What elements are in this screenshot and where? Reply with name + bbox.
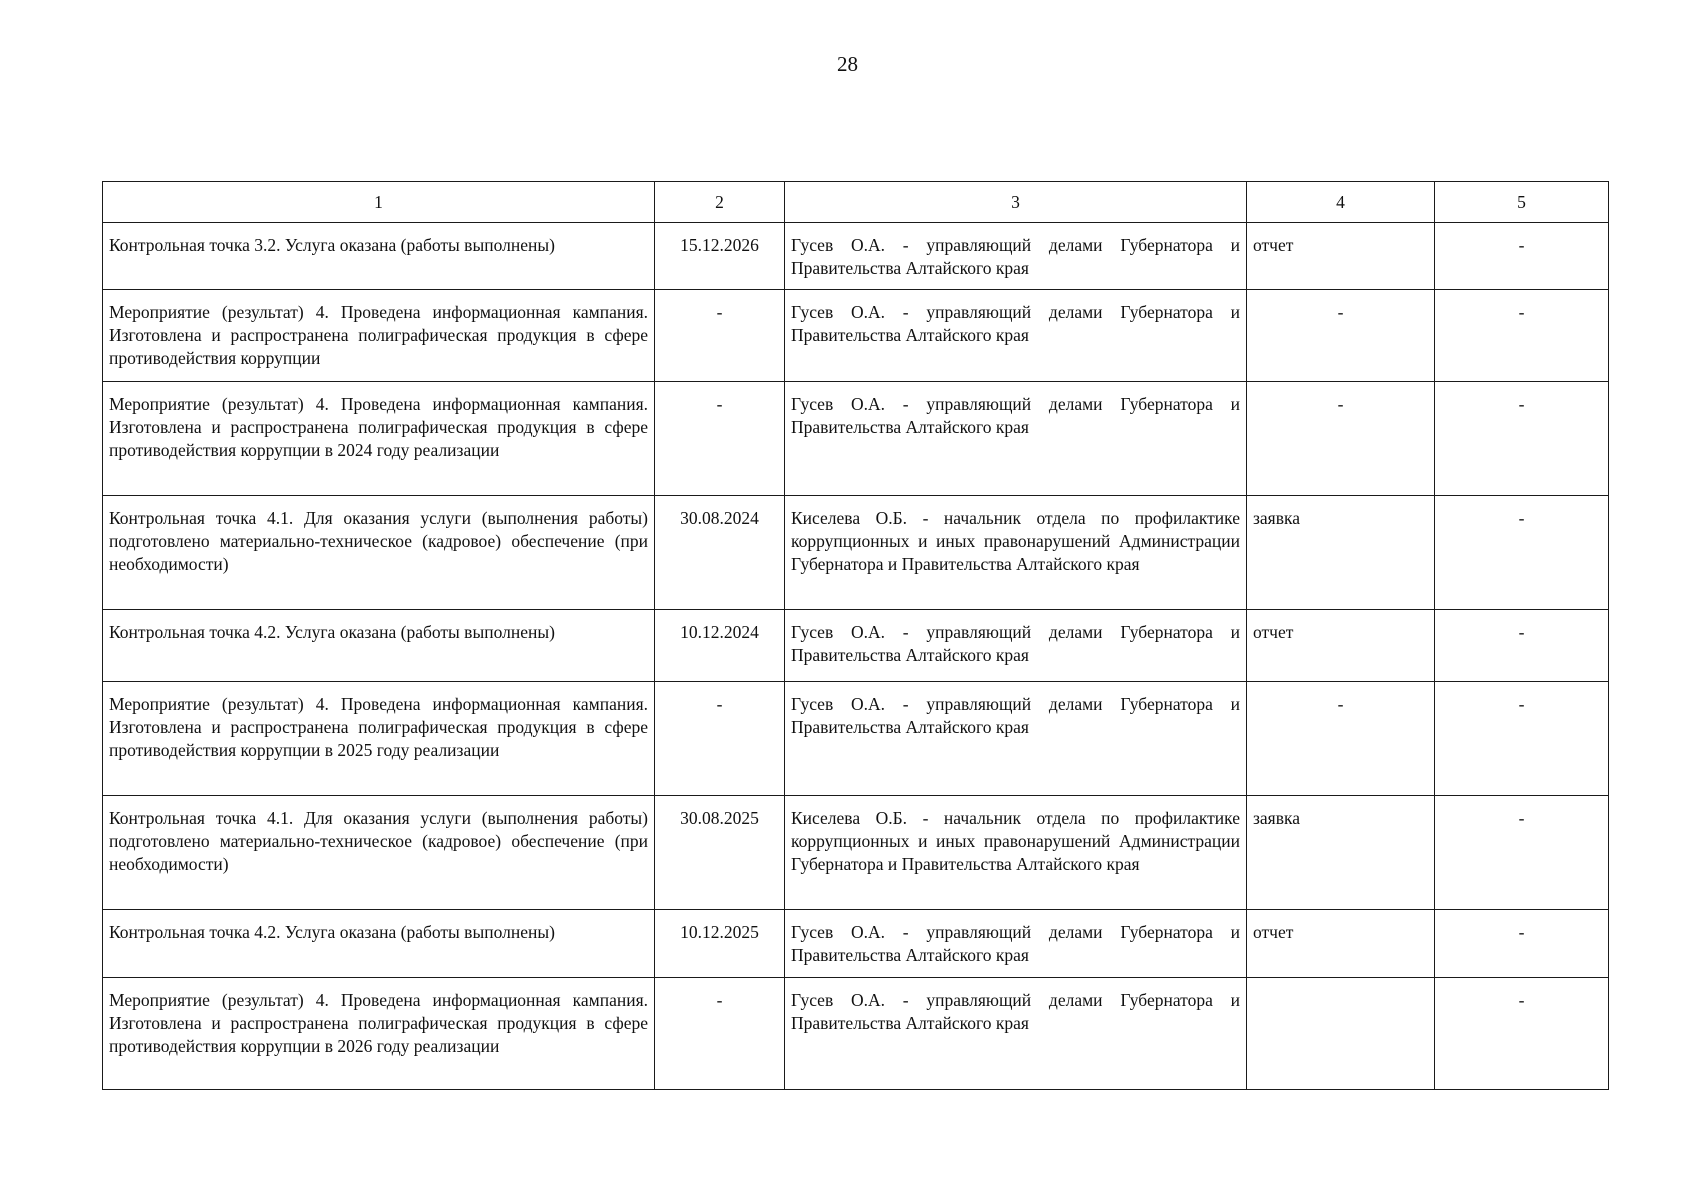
table-row [103, 978, 1609, 1090]
cell-document: отчет [1247, 223, 1435, 290]
cell-col5: - [1435, 978, 1609, 1090]
cell-event-name: Контрольная точка 4.2. Услуга оказана (работы выполнены) [103, 610, 655, 682]
cell-col5: - [1435, 610, 1609, 682]
page-number: 28 [837, 52, 858, 76]
header-col-3: 3 [785, 182, 1247, 223]
cell-event-name: Контрольная точка 4.1. Для оказания услуги (выполнения работы) подготовлено материально-техническое (кадровое) обеспечение (при необходимости) [103, 496, 655, 610]
cell-document: - [1247, 290, 1435, 382]
table-row [103, 223, 1609, 290]
table-header-row [103, 182, 1609, 223]
header-col-2: 2 [655, 182, 785, 223]
header-col-1: 1 [103, 182, 655, 223]
cell-col5: - [1435, 223, 1609, 290]
table-row [103, 682, 1609, 796]
table-row [103, 290, 1609, 382]
table-row [103, 796, 1609, 910]
cell-col5: - [1435, 290, 1609, 382]
cell-responsible: Гусев О.А. - управляющий делами Губернатора и Правительства Алтайского края [785, 382, 1247, 496]
header-col-5: 5 [1435, 182, 1609, 223]
table-row [103, 382, 1609, 496]
cell-responsible: Гусев О.А. - управляющий делами Губернатора и Правительства Алтайского края [785, 290, 1247, 382]
cell-event-name: Мероприятие (результат) 4. Проведена информационная кампания. Изготовлена и распространена полиграфическая продукция в сфере противодействия коррупции [103, 290, 655, 382]
plan-table [102, 181, 1609, 1090]
cell-event-name: Контрольная точка 4.1. Для оказания услуги (выполнения работы) подготовлено материально-техническое (кадровое) обеспечение (при необходимости) [103, 796, 655, 910]
cell-col5: - [1435, 682, 1609, 796]
cell-event-name: Мероприятие (результат) 4. Проведена информационная кампания. Изготовлена и распространена полиграфическая продукция в сфере противодействия коррупции в 2024 году реализации [103, 382, 655, 496]
cell-responsible: Гусев О.А. - управляющий делами Губернатора и Правительства Алтайского края [785, 978, 1247, 1090]
cell-event-name: Мероприятие (результат) 4. Проведена информационная кампания. Изготовлена и распространена полиграфическая продукция в сфере противодействия коррупции в 2025 году реализации [103, 682, 655, 796]
cell-document: заявка [1247, 796, 1435, 910]
cell-responsible: Киселева О.Б. - начальник отдела по профилактике коррупционных и иных правонарушений Администрации Губернатора и Правительства Алтайского края [785, 496, 1247, 610]
cell-responsible: Гусев О.А. - управляющий делами Губернатора и Правительства Алтайского края [785, 682, 1247, 796]
cell-date: - [655, 382, 785, 496]
table-row [103, 910, 1609, 978]
table-row [103, 496, 1609, 610]
cell-document [1247, 978, 1435, 1090]
cell-col5: - [1435, 382, 1609, 496]
cell-date: 30.08.2024 [655, 496, 785, 610]
cell-responsible: Гусев О.А. - управляющий делами Губернатора и Правительства Алтайского края [785, 910, 1247, 978]
cell-date: 15.12.2026 [655, 223, 785, 290]
cell-event-name: Мероприятие (результат) 4. Проведена информационная кампания. Изготовлена и распространена полиграфическая продукция в сфере противодействия коррупции в 2026 году реализации [103, 978, 655, 1090]
cell-responsible: Киселева О.Б. - начальник отдела по профилактике коррупционных и иных правонарушений Администрации Губернатора и Правительства Алтайского края [785, 796, 1247, 910]
cell-document: - [1247, 682, 1435, 796]
cell-event-name: Контрольная точка 4.2. Услуга оказана (работы выполнены) [103, 910, 655, 978]
cell-event-name: Контрольная точка 3.2. Услуга оказана (работы выполнены) [103, 223, 655, 290]
cell-document: отчет [1247, 910, 1435, 978]
cell-col5: - [1435, 796, 1609, 910]
table-row [103, 610, 1609, 682]
cell-col5: - [1435, 910, 1609, 978]
cell-responsible: Гусев О.А. - управляющий делами Губернатора и Правительства Алтайского края [785, 610, 1247, 682]
cell-document: отчет [1247, 610, 1435, 682]
cell-document: заявка [1247, 496, 1435, 610]
cell-date: - [655, 290, 785, 382]
cell-date: 30.08.2025 [655, 796, 785, 910]
cell-date: 10.12.2024 [655, 610, 785, 682]
cell-document: - [1247, 382, 1435, 496]
cell-col5: - [1435, 496, 1609, 610]
cell-date: 10.12.2025 [655, 910, 785, 978]
cell-date: - [655, 978, 785, 1090]
cell-date: - [655, 682, 785, 796]
header-col-4: 4 [1247, 182, 1435, 223]
cell-responsible: Гусев О.А. - управляющий делами Губернатора и Правительства Алтайского края [785, 223, 1247, 290]
